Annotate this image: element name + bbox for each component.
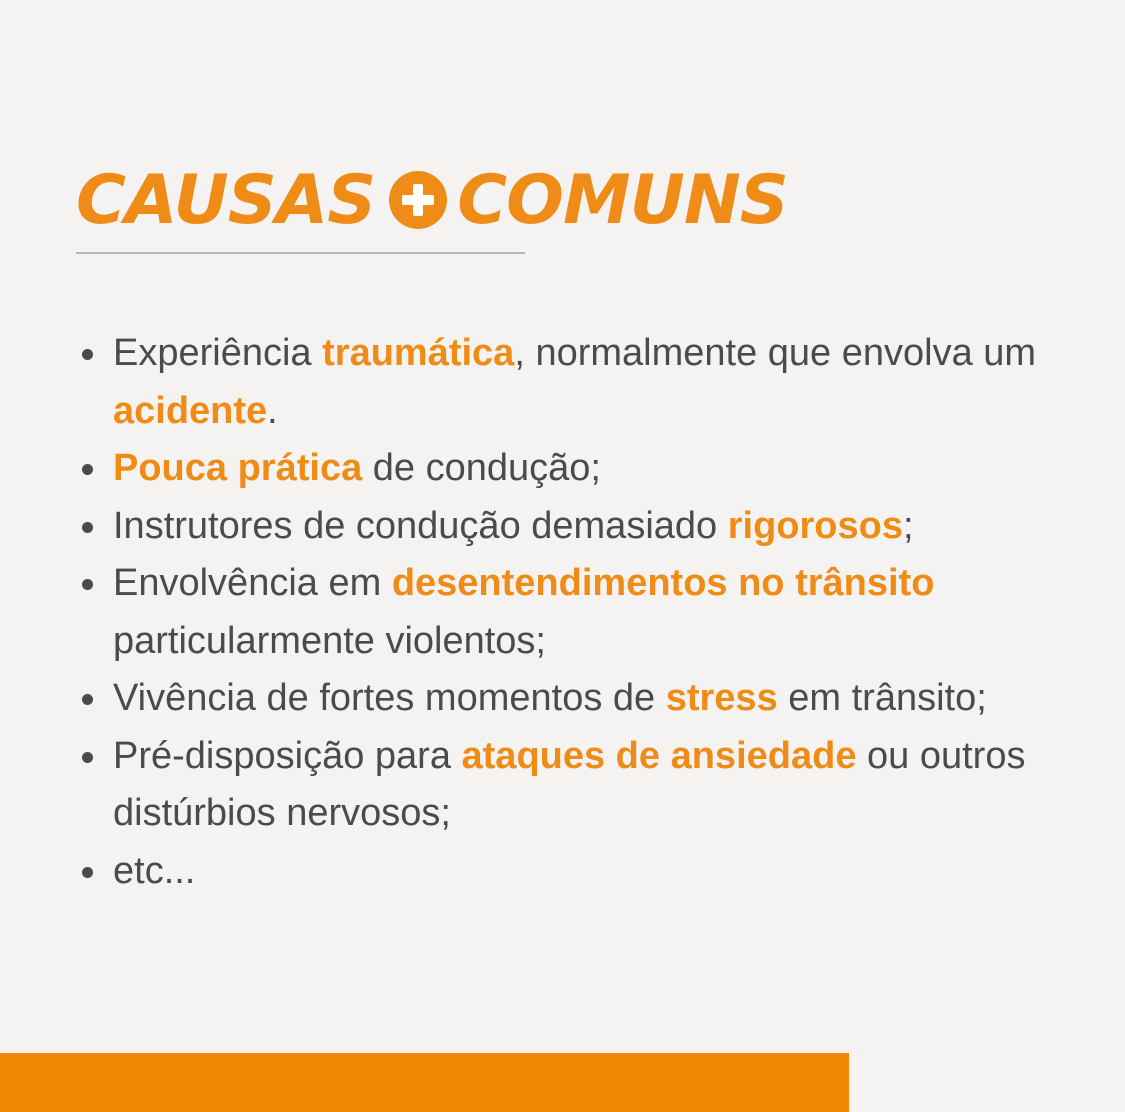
list-item <box>76 728 1076 843</box>
item-text: ; <box>902 504 914 547</box>
title-word-causas: CAUSAS <box>76 160 376 240</box>
causes-list <box>76 325 1076 900</box>
item-highlight: rigorosos <box>727 504 903 547</box>
item-text: particularmente violentos; <box>113 619 546 662</box>
bullet-icon <box>82 694 93 705</box>
item-text: Instrutores de condução demasiado <box>113 504 728 547</box>
bullet-icon <box>82 752 93 763</box>
item-text: . <box>267 389 278 432</box>
list-item <box>76 670 1076 728</box>
page-title <box>76 160 788 240</box>
item-highlight: stress <box>665 677 778 719</box>
item-text: , normalmente que envolva um <box>514 332 1037 374</box>
item-highlight: desentendimentos no trânsito <box>391 562 935 604</box>
item-text: Vivência de fortes momentos de <box>113 677 666 719</box>
item-text: etc... <box>113 849 196 892</box>
list-item <box>76 498 1076 556</box>
bullet-icon <box>82 349 93 360</box>
item-text: em trânsito; <box>777 677 987 719</box>
bullet-icon <box>82 464 93 475</box>
bottom-accent-bar <box>0 1053 849 1112</box>
item-highlight: acidente <box>113 389 268 432</box>
list-item <box>76 555 1076 670</box>
item-highlight: traumática <box>322 332 515 374</box>
bullet-icon <box>82 522 93 533</box>
bullet-icon <box>82 579 93 590</box>
item-text: Envolvência em <box>113 562 392 604</box>
item-text: Pré-disposição para <box>113 734 462 777</box>
bullet-icon <box>82 867 93 878</box>
plus-circle-icon <box>389 171 447 229</box>
item-text: Experiência <box>113 332 323 374</box>
list-item <box>76 440 1076 498</box>
list-item <box>76 843 1076 901</box>
title-divider <box>76 252 525 254</box>
list-item <box>76 325 1076 440</box>
title-word-comuns: COMUNS <box>457 160 788 240</box>
item-highlight: ataques de ansiedade <box>461 734 857 777</box>
item-highlight: Pouca prática <box>113 447 363 489</box>
item-text: de condução; <box>362 447 601 489</box>
item-text: ou outros distúrbios nervosos; <box>113 734 1026 834</box>
